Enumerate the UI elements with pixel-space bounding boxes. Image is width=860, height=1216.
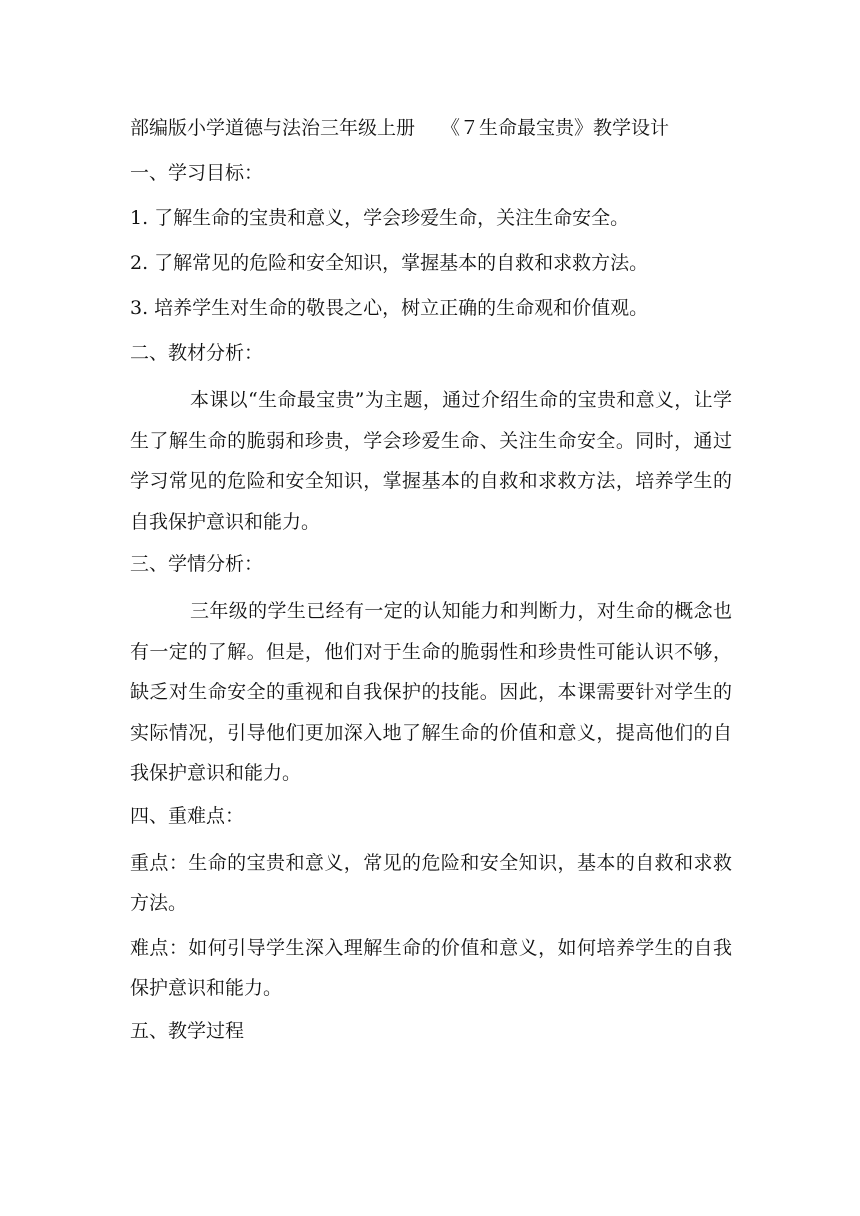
goal-item-3: 3. 培养学生对生命的敬畏之心，树立正确的生命观和价值观。 [130, 297, 649, 319]
textbook-analysis-paragraph: 本课以“生命最宝贵”为主题，通过介绍生命的宝贵和意义，让学生了解生命的脆弱和珍贵，学会珍爱生命、关注生命安全。同时，通过学习常见的危险和安全知识，掌握基本的自救和求救方法，培养学生的自我保护意识和能力。 [130, 389, 732, 533]
student-analysis-paragraph: 三年级的学生已经有一定的认知能力和判断力，对生命的概念也有一定的了解。但是，他们对于生命的脆弱性和珍贵性可能认识不够，缺乏对生命安全的重视和自我保护的技能。因此，本课需要针对学生的实际情况，引导他们更加深入地了解生命的价值和意义，提高他们的自我保护意识和能力。 [130, 600, 732, 784]
difficult-point-paragraph: 难点：如何引导学生深入理解生命的价值和意义，如何培养学生的自我保护意识和能力。 [130, 936, 732, 999]
goal-item-2: 2. 了解常见的危险和安全知识，掌握基本的自救和求救方法。 [130, 252, 649, 274]
title-lesson: 《７生命最宝贵》教学设计 [441, 117, 670, 139]
document-title [130, 110, 732, 146]
goal-item-1: 1. 了解生命的宝贵和意义，学会珍爱生命，关注生命安全。 [130, 207, 630, 229]
section-heading-key-points: 四、重难点： [130, 804, 245, 827]
section-heading-textbook: 二、教材分析： [130, 342, 264, 364]
section-heading-students: 三、学情分析： [130, 553, 264, 575]
key-point-paragraph: 重点：生命的宝贵和意义，常见的危险和安全知识，基本的自救和求救方法。 [130, 851, 732, 914]
title-course: 部编版小学道德与法治三年级上册 [130, 117, 416, 139]
document-body [130, 110, 732, 1058]
section-heading-process: 五、教学过程 [130, 1019, 245, 1042]
section-heading-goals: 一、学习目标： [130, 162, 264, 184]
